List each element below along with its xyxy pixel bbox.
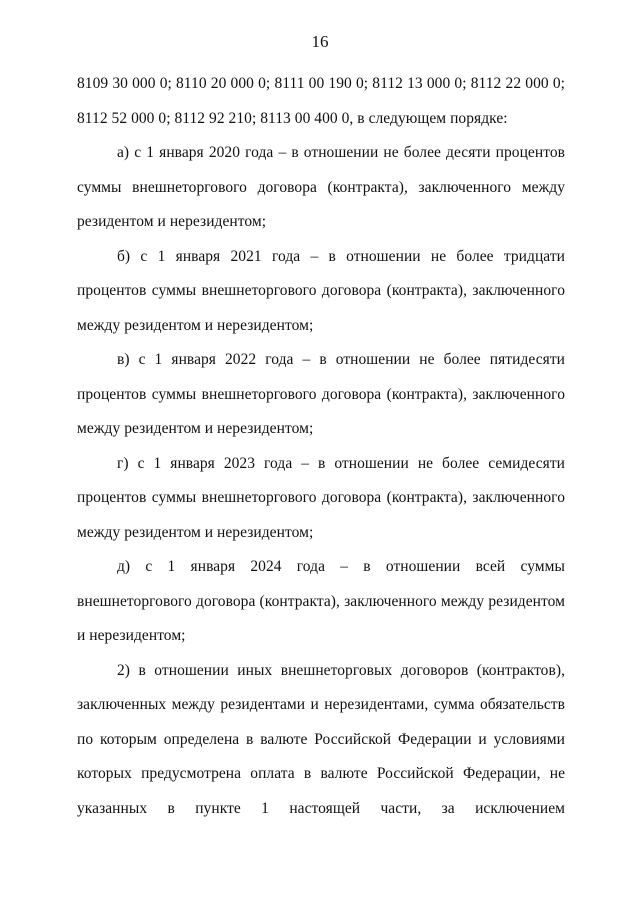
document-body [77,67,565,826]
paragraph-item-c: в) с 1 января 2022 года – в отношении не более пятидесяти процентов суммы внешнеторгового договора (контракта), заключенного между резидентом и нерезидентом; [77,351,565,437]
paragraph-item-b: б) с 1 января 2021 года – в отношении не более тридцати процентов суммы внешнеторгового договора (контракта), заключенного между резидентом и нерезидентом; [77,247,565,334]
page-number: 16 [311,32,329,51]
paragraph-item-d: г) с 1 января 2023 года – в отношении не более семидесяти процентов суммы внешнеторгового договора (контракта), заключенного между резидентом и нерезидентом; [77,454,565,541]
paragraph-item-e: д) с 1 января 2024 года – в отношении всей суммы внешнеторгового договора (контракта), заключенного между резидентом и нерезидентом; [77,558,565,644]
paragraph-item-a: а) с 1 января 2020 года – в отношении не более десяти процентов суммы внешнеторгового договора (контракта), заключенного между резидентом и нерезидентом; [77,144,565,230]
paragraph-commodity-codes: 8109 30 000 0; 8110 20 000 0; 8111 00 190 0; 8112 13 000 0; 8112 22 000 0; 8112 52 000 0; 8112 92 210; 8113 00 400 0, в следующем порядке: [77,75,565,127]
paragraph-item-2: 2) в отношении иных внешнеторговых договоров (контрактов), заключенных между резидентами и нерезидентами, сумма обязательств по которым определена в валюте Российской Федерации и условиями которых предусмотрена оплата в валюте Российской Федерации, не указанных в пункте 1 настоящей части, за исключением [77,661,565,817]
